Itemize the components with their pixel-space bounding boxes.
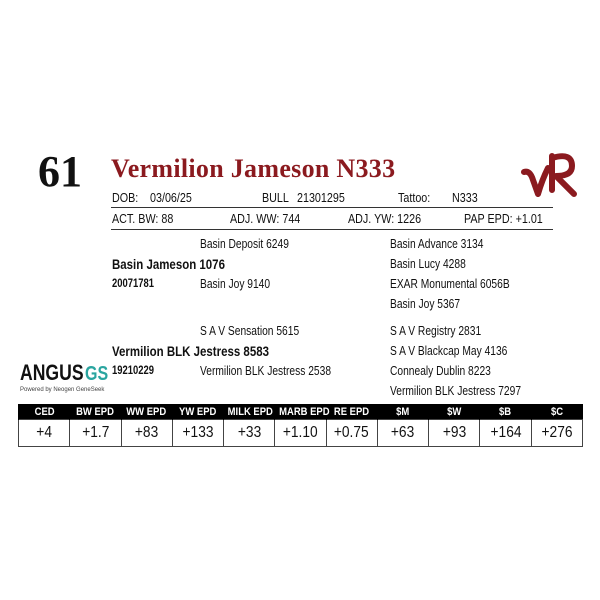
divider-1 — [111, 207, 553, 208]
epd-header-dollar-m: $M — [377, 404, 428, 420]
epd-value-dollar-m: +63 — [377, 420, 428, 447]
epd-value-re: +0.75 — [326, 420, 377, 447]
epd-header-row — [19, 404, 583, 420]
sire-sire: Basin Deposit 6249 — [200, 237, 289, 251]
epd-value-marb: +1.10 — [275, 420, 326, 447]
epd-header-dollar-w: $W — [429, 404, 480, 420]
epd-value-dollar-w: +93 — [429, 420, 480, 447]
epd-header-bw: BW EPD — [70, 404, 121, 420]
epd-header-ww: WW EPD — [121, 404, 172, 420]
vr-brand-logo — [520, 150, 580, 198]
epd-header-marb: MARB EPD — [275, 404, 326, 420]
epd-header-ced: CED — [19, 404, 70, 420]
gs-logo-text: GS — [85, 363, 109, 385]
epd-value-milk: +33 — [224, 420, 275, 447]
epd-table — [18, 404, 583, 447]
epd-value-row — [19, 420, 583, 447]
dam-sire-sire: S A V Registry 2831 — [390, 324, 482, 338]
dob-value: 03/06/25 — [150, 191, 192, 205]
sire-registration: 20071781 — [112, 278, 154, 290]
epd-header-dollar-b: $B — [480, 404, 531, 420]
sex-value: BULL — [262, 191, 289, 205]
epd-value-dollar-b: +164 — [480, 420, 531, 447]
dam-dam: Vermilion BLK Jestress 2538 — [200, 364, 332, 378]
sire-sire-dam: Basin Lucy 4288 — [390, 257, 466, 271]
lot-number: 61 — [38, 147, 82, 196]
dam-sire: S A V Sensation 5615 — [200, 324, 300, 338]
sire-sire-sire: Basin Advance 3134 — [390, 237, 484, 251]
dam-dam-sire: Connealy Dublin 8223 — [390, 364, 491, 378]
dam-name: Vermilion BLK Jestress 8583 — [112, 343, 269, 359]
dam-registration: 19210229 — [112, 365, 154, 377]
epd-header-yw: YW EPD — [172, 404, 223, 420]
pap-epd: PAP EPD: +1.01 — [464, 212, 543, 226]
epd-value-ced: +4 — [19, 420, 70, 447]
angus-logo-text: ANGUS — [20, 360, 84, 385]
epd-value-dollar-c: +276 — [531, 420, 582, 447]
tattoo-label: Tattoo: — [398, 191, 431, 205]
sire-name: Basin Jameson 1076 — [112, 256, 225, 272]
dam-sire-dam: S A V Blackcap May 4136 — [390, 344, 508, 358]
dob-label: DOB: — [112, 191, 139, 205]
actual-birth-weight: ACT. BW: 88 — [112, 212, 174, 226]
angus-gs-logo — [20, 362, 114, 394]
sire-dam: Basin Joy 9140 — [200, 277, 271, 291]
powered-by-text: Powered by Neogen GeneSeek — [20, 387, 105, 393]
registration-number: 21301295 — [297, 191, 345, 205]
adjusted-yearling-weight: ADJ. YW: 1226 — [348, 212, 422, 226]
epd-value-bw: +1.7 — [70, 420, 121, 447]
tattoo-value: N333 — [452, 191, 478, 205]
epd-header-dollar-c: $C — [531, 404, 582, 420]
animal-name: Vermilion Jameson N333 — [111, 154, 396, 183]
adjusted-weaning-weight: ADJ. WW: 744 — [230, 212, 301, 226]
dam-dam-dam: Vermilion BLK Jestress 7297 — [390, 384, 522, 398]
epd-value-yw: +133 — [172, 420, 223, 447]
sire-dam-sire: EXAR Monumental 6056B — [390, 277, 510, 291]
divider-2 — [111, 229, 553, 230]
epd-header-milk: MILK EPD — [224, 404, 275, 420]
epd-header-re: RE EPD — [326, 404, 377, 420]
epd-value-ww: +83 — [121, 420, 172, 447]
sire-dam-dam: Basin Joy 5367 — [390, 297, 461, 311]
